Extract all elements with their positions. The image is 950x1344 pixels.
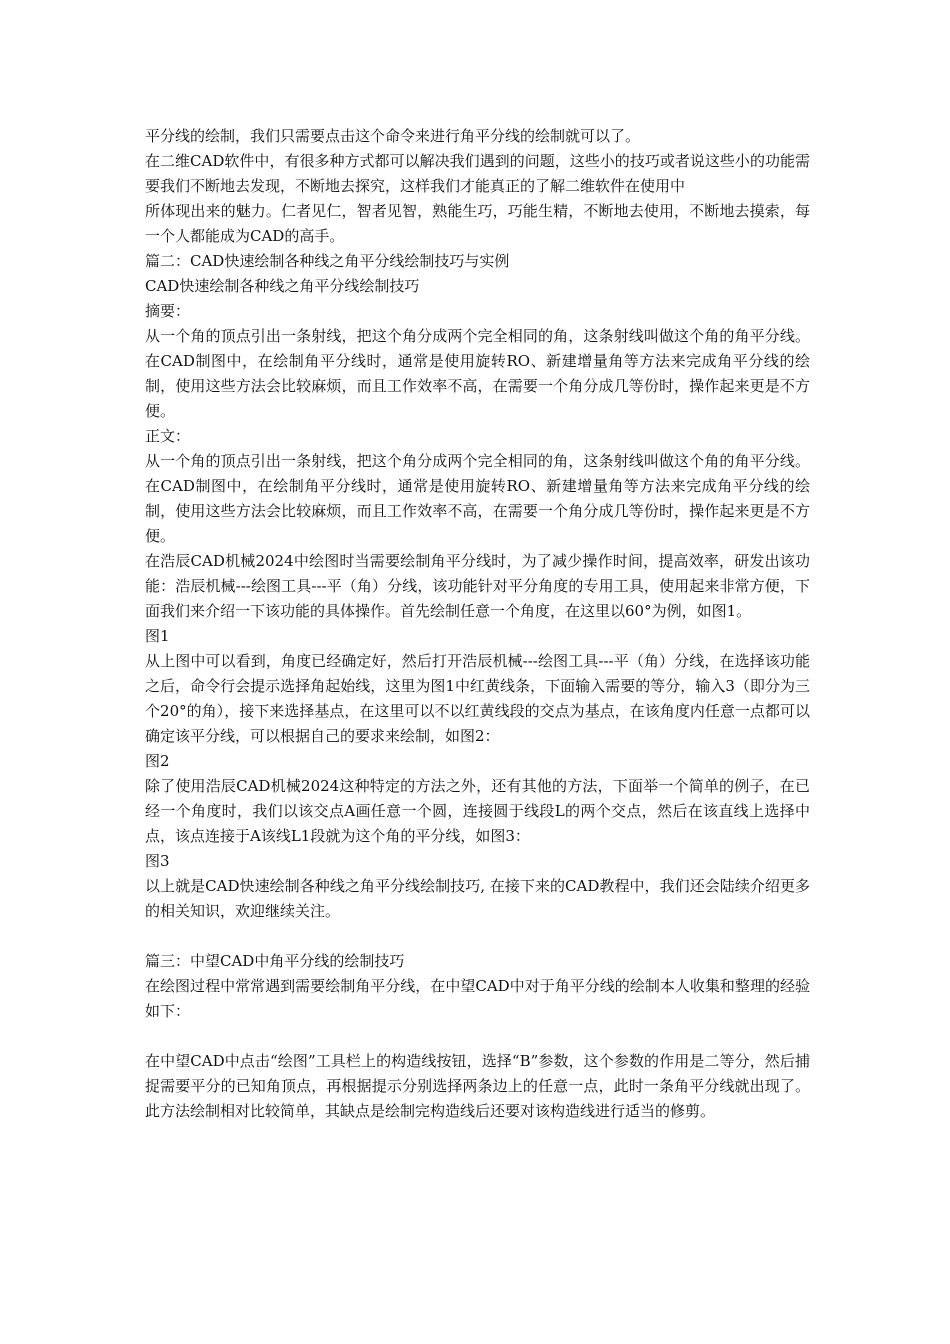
article-title: CAD快速绘制各种线之角平分线绘制技巧 — [145, 277, 420, 295]
figure-label-1: 图1 — [145, 627, 170, 645]
blank-line — [145, 1024, 810, 1049]
body-paragraph-zwcad-method: 在中望CAD中点击“绘图”工具栏上的构造线按钮，选择“B”参数，这个参数的作用是二等分，然后捕捉需要平分的已知角顶点，再根据提示分别选择两条边上的任意一点，此时一条角平分线就出现了。此方法绘制相对比较简单，其缺点是绘制完构造线后还要对该构造线进行适当的修剪。 — [145, 1052, 810, 1120]
body-heading: 正文： — [145, 427, 191, 445]
abstract-heading: 摘要： — [145, 302, 191, 320]
paragraph-intro-end: 平分线的绘制，我们只需要点击这个命令来进行角平分线的绘制就可以了。 — [145, 127, 641, 145]
abstract-body: 从一个角的顶点引出一条射线，把这个角分成两个完全相同的角，这条射线叫做这个角的角平分线。在CAD制图中，在绘制角平分线时，通常是使用旋转RO、新建增量角等方法来完成角平分线的绘制，使用这些方法会比较麻烦，而且工作效率不高，在需要一个角分成几等份时，操作起来更是不方便。 — [145, 327, 810, 420]
blank-line — [145, 924, 810, 949]
body-paragraph-other-method: 除了使用浩辰CAD机械2024这种特定的方法之外，还有其他的方法，下面举一个简单的例子，在已经一个角度时，我们以该交点A画任意一个圆，连接圆于线段L的两个交点，然后在该直线上选择中点，该点连接于A该线L1段就为这个角的平分线，如图3： — [145, 777, 810, 845]
document-page — [145, 124, 810, 1124]
section-title-part3: 篇三：中望CAD中角平分线的绘制技巧 — [145, 952, 405, 970]
body-paragraph-definition: 从一个角的顶点引出一条射线，把这个角分成两个完全相同的角，这条射线叫做这个角的角平分线。在CAD制图中，在绘制角平分线时，通常是使用旋转RO、新建增量角等方法来完成角平分线的绘制，使用这些方法会比较麻烦，而且工作效率不高，在需要一个角分成几等份时，操作起来更是不方便。 — [145, 452, 810, 545]
body-paragraph-gstarcad: 在浩辰CAD机械2024中绘图时当需要绘制角平分线时，为了减少操作时间，提高效率，研发出该功能：浩辰机械---绘图工具---平（角）分线，该功能针对平分角度的专用工具，使用起来非常方便，下面我们来介绍一下该功能的具体操作。首先绘制任意一个角度，在这里以60°为例，如图1。 — [145, 552, 810, 620]
figure-label-3: 图3 — [145, 852, 170, 870]
section-title-part2: 篇二：CAD快速绘制各种线之角平分线绘制技巧与实例 — [145, 252, 510, 270]
figure-label-2: 图2 — [145, 752, 170, 770]
body-paragraph-steps: 从上图中可以看到，角度已经确定好，然后打开浩辰机械---绘图工具---平（角）分线，在选择该功能之后，命令行会提示选择角起始线，这里为图1中红黄线条，下面输入需要的等分，输入3（即分为三个20°的角），接下来选择基点，在这里可以不以红黄线段的交点为基点，在该角度内任意一点都可以确定该平分线，可以根据自己的要求来绘制，如图2： — [145, 652, 810, 745]
paragraph-charm: 所体现出来的魅力。仁者见仁，智者见智，熟能生巧，巧能生精，不断地去使用，不断地去摸索，每一个人都能成为CAD的高手。 — [145, 202, 810, 245]
body-paragraph-zwcad-intro: 在绘图过程中常常遇到需要绘制角平分线，在中望CAD中对于角平分线的绘制本人收集和整理的经验如下： — [145, 977, 810, 1020]
body-paragraph-conclusion: 以上就是CAD快速绘制各种线之角平分线绘制技巧, 在接下来的CAD教程中，我们还会陆续介绍更多的相关知识，欢迎继续关注。 — [145, 877, 810, 920]
paragraph-2d-cad: 在二维CAD软件中，有很多种方式都可以解决我们遇到的问题，这些小的技巧或者说这些小的功能需要我们不断地去发现，不断地去探究，这样我们才能真正的了解二维软件在使用中 — [145, 152, 810, 195]
